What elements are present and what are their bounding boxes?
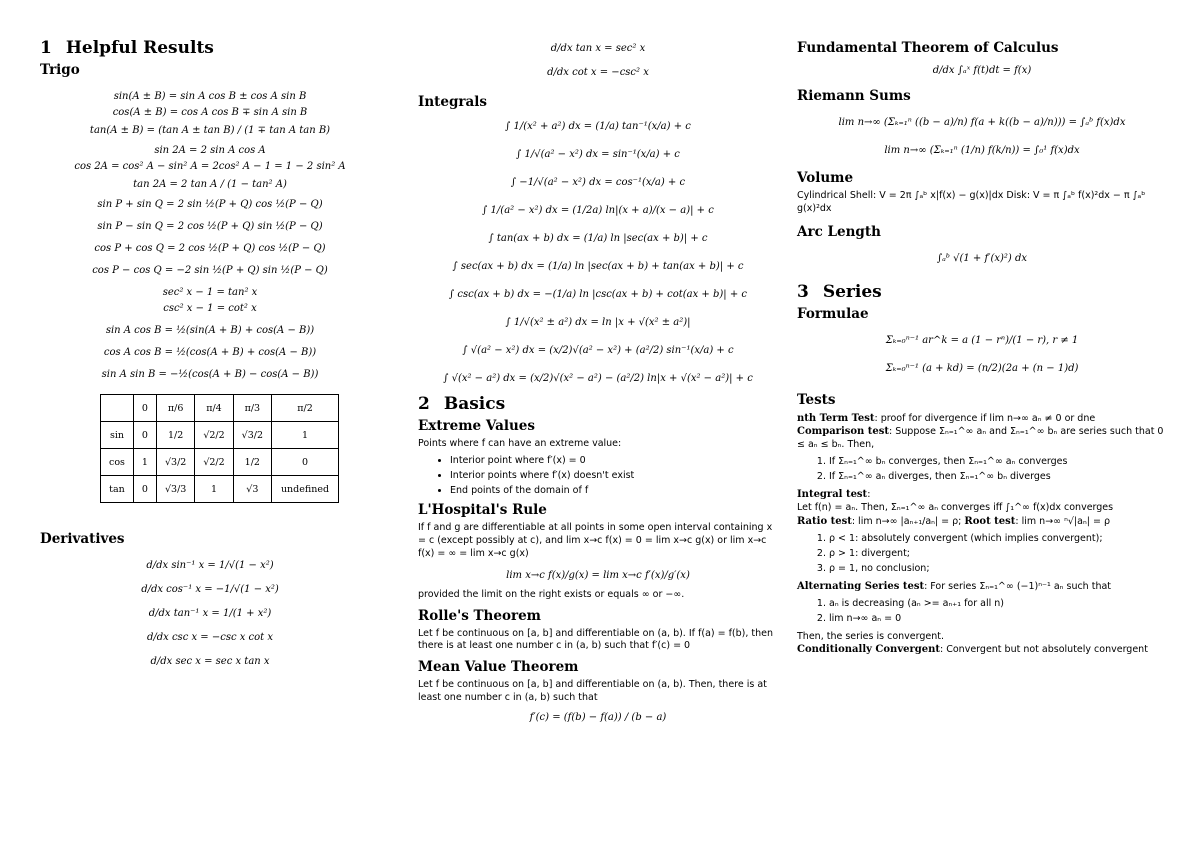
- list-item: 3. ρ = 1, no conclusion;: [829, 561, 1167, 576]
- table-cell: 0: [133, 476, 156, 503]
- derivative-formulas-continued: [418, 44, 778, 78]
- table-cell: sin: [101, 422, 134, 449]
- table-row: [101, 449, 339, 476]
- integral-formula: ∫ √(x² − a²) dx = (x/2)√(x² − a²) − (a²/2) ln|x + √(x² − a²)| + c: [443, 373, 753, 384]
- integral-test-text: Let f(n) = aₙ. Then, Σₙ₌₁^∞ aₙ converges iff ∫₁^∞ f(x)dx converges: [797, 502, 1114, 514]
- list-item: • Interior points where f′(x) doesn't exist: [450, 468, 778, 483]
- section-helpful-results: 1 Helpful Results: [40, 38, 214, 58]
- volume-text: Cylindrical Shell: V = 2π ∫ₐᵇ x|f(x) − g(x)|dx Disk: V = π ∫ₐᵇ f(x)²dx − π ∫ₐᵇ g(x)²dx: [797, 190, 1146, 214]
- integral-formula: ∫ 1/√(x² ± a²) dx = ln |x + √(x² ± a²)|: [505, 317, 691, 328]
- integral-formula: ∫ 1/√(a² − x²) dx = sin⁻¹(x/a) + c: [516, 149, 680, 160]
- alternating-list: [797, 596, 1167, 626]
- column-3: [797, 38, 1167, 657]
- subsection-lhopital: L'Hospital's Rule: [418, 502, 547, 519]
- list-item: 2. lim n→∞ aₙ = 0: [829, 611, 1167, 626]
- trig-identity: cos 2A = cos² A − sin² A = 2cos² A − 1 = 1 − 2 sin² A: [74, 161, 346, 172]
- table-cell: cos: [101, 449, 134, 476]
- subsection-mean-value: Mean Value Theorem: [418, 659, 579, 676]
- lhopital-equation: lim x→c f(x)/g(x) = lim x→c f′(x)/g′(x): [506, 569, 690, 581]
- integral-formula: ∫ sec(ax + b) dx = (1/a) ln |sec(ax + b) + tan(ax + b)| + c: [452, 261, 744, 272]
- alternating-conclusion: Then, the series is convergent.: [797, 630, 945, 642]
- derivative-formula: d/dx tan x = sec² x: [550, 43, 646, 54]
- extreme-intro: Points where f can have an extreme value:: [418, 438, 622, 449]
- list-item: 1. aₙ is decreasing (aₙ >= aₙ₊₁ for all n): [829, 596, 1167, 611]
- list-item: 1. ρ < 1: absolutely convergent (which implies convergent);: [829, 531, 1167, 546]
- extreme-list: [418, 453, 778, 499]
- table-cell: √3/2: [156, 449, 194, 476]
- integral-formula: ∫ csc(ax + b) dx = −(1/a) ln |csc(ax + b) + cot(ax + b)| + c: [449, 289, 747, 300]
- integral-formula: ∫ 1/(a² − x²) dx = (1/2a) ln|(x + a)/(x − a)| + c: [482, 205, 714, 216]
- derivative-formula: d/dx sec x = sec x tan x: [150, 656, 270, 667]
- table-cell: tan: [101, 476, 134, 503]
- derivative-formula: d/dx cot x = −csc² x: [547, 67, 649, 78]
- table-cell: 1: [195, 476, 233, 503]
- ftc-equation: d/dx ∫ₐˣ f(t)dt = f(x): [932, 65, 1032, 76]
- table-row: [101, 476, 339, 503]
- table-cell: √2/2: [195, 449, 233, 476]
- trig-identity: sin A cos B = ½(sin(A + B) + cos(A − B)): [105, 325, 315, 336]
- column-2: [418, 38, 778, 729]
- subsection-trigo: Trigo: [40, 62, 80, 78]
- subsection-derivatives: Derivatives: [40, 531, 125, 547]
- column-1: [40, 38, 380, 673]
- trig-identity: csc² x − 1 = cot² x: [163, 303, 257, 314]
- integral-test: Integral test:: [797, 489, 871, 501]
- list-item: • End points of the domain of f: [450, 483, 778, 498]
- ratio-root-test: Ratio test: lim n→∞ |aₙ₊₁/aₙ| = ρ; Root test: lim n→∞ ⁿ√|aₙ| = ρ: [797, 516, 1110, 528]
- table-cell: π/3: [233, 395, 271, 422]
- subsection-integrals: Integrals: [418, 94, 487, 110]
- table-cell: [101, 395, 134, 422]
- trig-identity: sin P + sin Q = 2 sin ½(P + Q) cos ½(P − Q): [97, 199, 323, 210]
- list-item: 2. ρ > 1: divergent;: [829, 546, 1167, 561]
- derivative-formula: d/dx tan⁻¹ x = 1/(1 + x²): [148, 608, 272, 619]
- trig-identity: sin P − sin Q = 2 cos ½(P + Q) sin ½(P − Q): [97, 221, 323, 232]
- table-cell: √3/2: [233, 422, 271, 449]
- comparison-list: [797, 454, 1167, 484]
- integral-formulas: [418, 122, 778, 384]
- trig-identity: cos P + cos Q = 2 cos ½(P + Q) cos ½(P − Q): [94, 243, 326, 254]
- table-cell: π/6: [156, 395, 194, 422]
- subsection-volume: Volume: [797, 170, 854, 186]
- trigo-identities: [40, 92, 380, 380]
- subsection-extreme-values: Extreme Values: [418, 418, 535, 434]
- trig-values-table: [100, 394, 339, 503]
- comparison-test: Comparison test: Suppose Σₙ₌₁^∞ aₙ and Σₙ₌₁^∞ bₙ are series such that 0 ≤ aₙ ≤ bₙ. Then,: [797, 426, 1164, 451]
- table-cell: 0: [272, 449, 339, 476]
- trig-identity: sin 2A = 2 sin A cos A: [154, 145, 266, 156]
- table-header-row: [101, 395, 339, 422]
- series-formula: Σₖ₌₀ⁿ⁻¹ (a + kd) = (n/2)(2a + (n − 1)d): [885, 362, 1079, 374]
- arc-length-equation: ∫ₐᵇ √(1 + f′(x)²) dx: [936, 252, 1028, 264]
- conditionally-convergent: Conditionally Convergent: Convergent but not absolutely convergent: [797, 644, 1148, 656]
- subsection-arc-length: Arc Length: [797, 223, 881, 240]
- subsection-tests: Tests: [797, 391, 836, 408]
- section-series: 3 Series: [797, 281, 882, 302]
- section-basics: 2 Basics: [418, 394, 506, 414]
- table-cell: π/4: [195, 395, 233, 422]
- integral-formula: ∫ √(a² − x²) dx = (x/2)√(a² − x²) + (a²/2) sin⁻¹(x/a) + c: [462, 345, 734, 356]
- rolle-text: Let f be continuous on [a, b] and differentiable on (a, b). If f(a) = f(b), then there is at least one number c in (a, b) such that f′(c) = 0: [418, 627, 774, 652]
- alternating-series-test: Alternating Series test: For series Σₙ₌₁^∞ (−1)ⁿ⁻¹ aₙ such that: [797, 581, 1112, 593]
- derivative-formula: d/dx sin⁻¹ x = 1/√(1 − x²): [146, 560, 274, 571]
- integral-formula: ∫ tan(ax + b) dx = (1/a) ln |sec(ax + b)| + c: [488, 233, 708, 244]
- derivative-formulas: [40, 561, 380, 667]
- trig-identity: tan 2A = 2 tan A / (1 − tan² A): [133, 179, 287, 190]
- trig-identity: sec² x − 1 = tan² x: [162, 287, 258, 298]
- table-cell: 0: [133, 395, 156, 422]
- trig-identity: tan(A ± B) = (tan A ± tan B) / (1 ∓ tan A tan B): [89, 125, 331, 136]
- subsection-formulae: Formulae: [797, 305, 869, 322]
- ratio-list: [797, 531, 1167, 577]
- table-cell: π/2: [272, 395, 339, 422]
- table-cell: 1: [133, 449, 156, 476]
- lhopital-after: provided the limit on the right exists or equals ∞ or −∞.: [418, 588, 685, 600]
- table-cell: √3/3: [156, 476, 194, 503]
- table-cell: √2/2: [195, 422, 233, 449]
- table-cell: undefined: [272, 476, 339, 503]
- trig-identity: cos(A ± B) = cos A cos B ∓ sin A sin B: [112, 107, 308, 118]
- table-cell: √3: [233, 476, 271, 503]
- trig-identity: sin(A ± B) = sin A cos B ± cos A sin B: [113, 91, 307, 102]
- integral-formula: ∫ 1/(x² + a²) dx = (1/a) tan⁻¹(x/a) + c: [505, 121, 691, 132]
- trig-identity: cos P − cos Q = −2 sin ½(P + Q) sin ½(P − Q): [92, 265, 328, 276]
- subsection-rolle: Rolle's Theorem: [418, 607, 541, 624]
- integral-formula: ∫ −1/√(a² − x²) dx = cos⁻¹(x/a) + c: [510, 177, 686, 188]
- riemann-formula: lim n→∞ (Σₖ₌₁ⁿ ((b − a)/n) f(a + k((b − a)/n))) = ∫ₐᵇ f(x)dx: [838, 117, 1126, 128]
- nth-term-test: nth Term Test: proof for divergence if lim n→∞ aₙ ≠ 0 or dne: [797, 412, 1096, 424]
- table-row: [101, 422, 339, 449]
- subsection-riemann: Riemann Sums: [797, 88, 911, 104]
- riemann-equations: [797, 118, 1167, 156]
- subsection-ftc: Fundamental Theorem of Calculus: [797, 40, 1059, 56]
- table-cell: 1/2: [233, 449, 271, 476]
- table-cell: 1: [272, 422, 339, 449]
- mvt-text: Let f be continuous on [a, b] and differentiable on (a, b). Then, there is at least one number c in (a, b) such that: [418, 679, 767, 704]
- table-cell: 0: [133, 422, 156, 449]
- list-item: 2. If Σₙ₌₁^∞ aₙ diverges, then Σₙ₌₁^∞ bₙ diverges: [829, 469, 1167, 484]
- riemann-formula: lim n→∞ (Σₖ₌₁ⁿ (1/n) f(k/n)) = ∫₀¹ f(x)dx: [884, 145, 1080, 156]
- list-item: • Interior point where f′(x) = 0: [450, 453, 778, 468]
- series-formula: Σₖ₌₀ⁿ⁻¹ ar^k = a (1 − rⁿ)/(1 − r), r ≠ 1: [885, 334, 1079, 346]
- list-item: 1. If Σₙ₌₁^∞ bₙ converges, then Σₙ₌₁^∞ aₙ converges: [829, 454, 1167, 469]
- derivative-formula: d/dx cos⁻¹ x = −1/√(1 − x²): [141, 584, 279, 595]
- derivative-formula: d/dx csc x = −csc x cot x: [146, 632, 274, 643]
- trig-identity: sin A sin B = −½(cos(A + B) − cos(A − B)): [101, 369, 319, 380]
- mvt-equation: f′(c) = (f(b) − f(a)) / (b − a): [529, 711, 667, 723]
- trig-identity: cos A cos B = ½(cos(A + B) + cos(A − B)): [103, 347, 317, 358]
- series-formulae: [797, 336, 1167, 374]
- lhopital-text: If f and g are differentiable at all points in some open interval containing x = c (except possibly at c), and lim x→c f(x) = 0 = lim x→c g(x) or lim x→c f(x) = ∞ = lim x→c g(x): [418, 522, 773, 559]
- table-cell: 1/2: [156, 422, 194, 449]
